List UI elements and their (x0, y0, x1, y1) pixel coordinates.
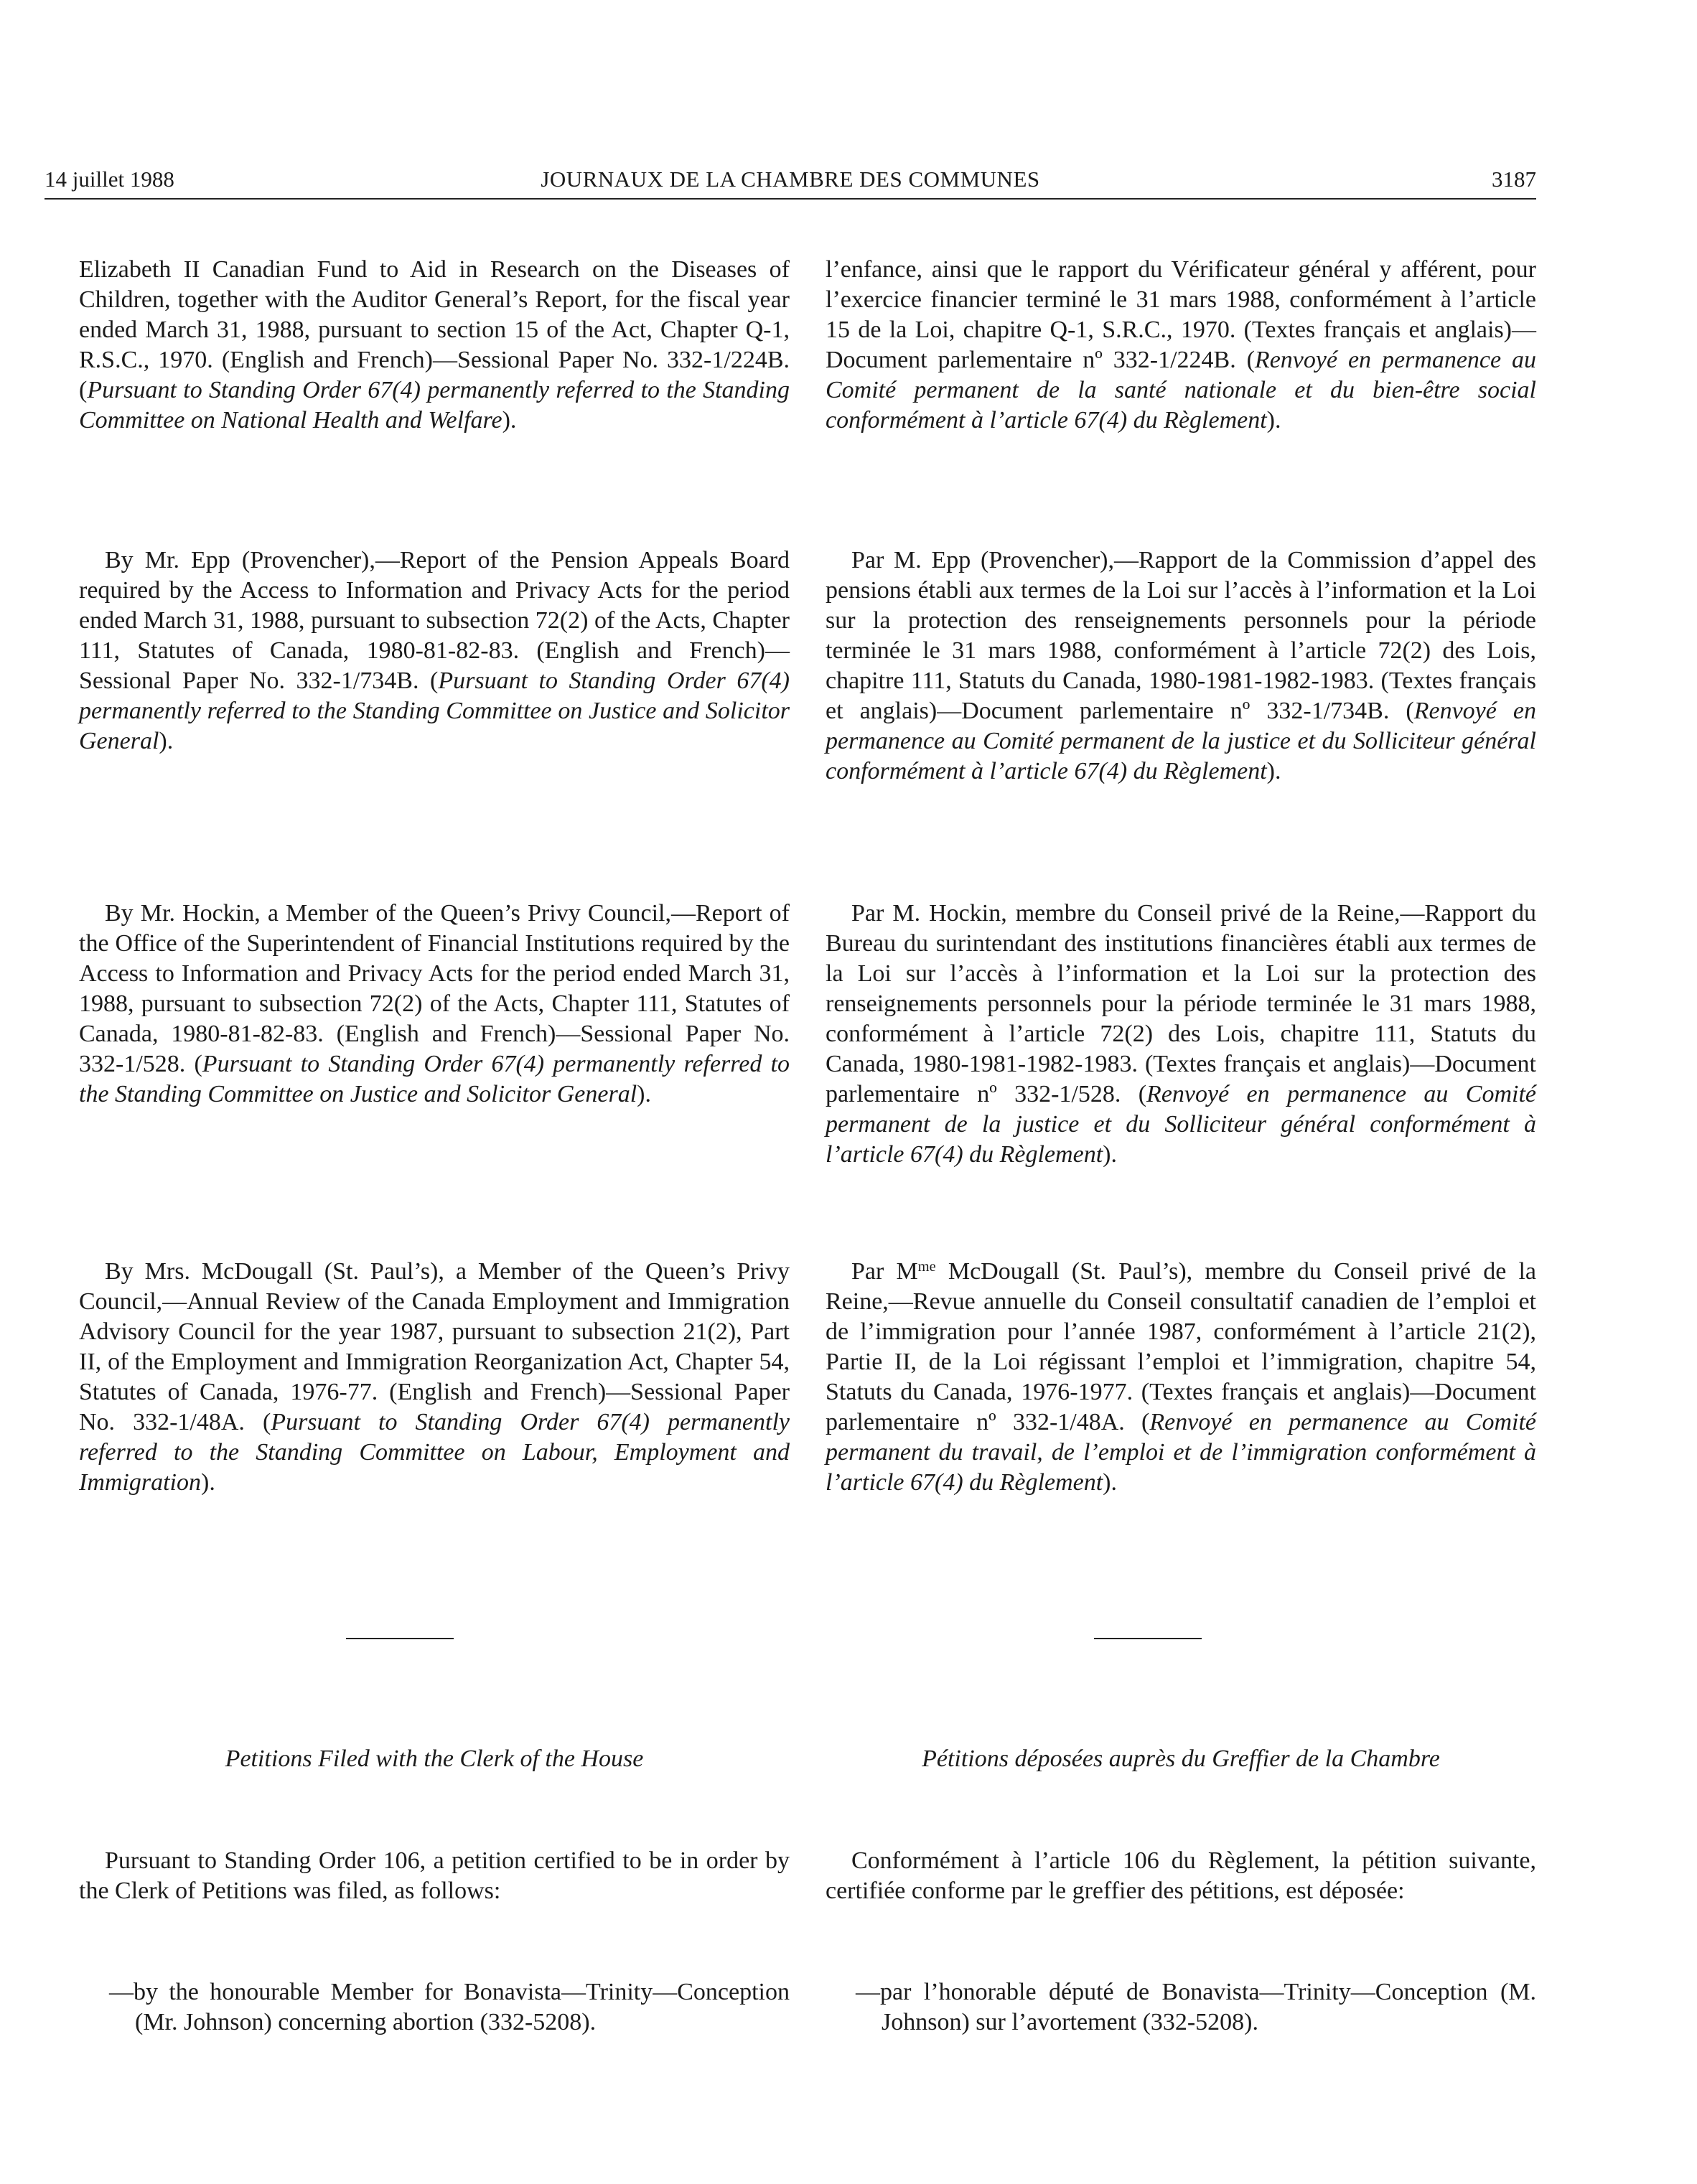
paragraph-prefix: Par M (851, 1258, 918, 1285)
referral-text: Pursuant to Standing Order 67(4) permanently referred to the Standing Committee on National Health and Welfare (79, 377, 790, 433)
paragraph-text: By Mr. Hockin, a Member of the Queen’s Privy Council,—Report of the Office of the Superintendent of Financial Institutions required by the Access to Information and Privacy Acts for the period ended March 31, 1988, pursuant to subsection 72(2) of the Acts, Chapter 111, Statutes of Canada, 1980-81-82-83. (English and French)—Sessional Paper No. 332-1/528. ( (79, 900, 790, 1077)
paragraph-text: Par M. Hockin, membre du Conseil privé de la Reine,—Rapport du Bureau du surintendant des institutions financières établi aux termes de la Loi sur l’accès à l’information et la Loi sur la protection des renseignements personnels pour la période terminée le 31 mars 1988, conformément à l’article 72(2) des Lois, chapitre 111, Statuts du Canada, 1980-1981-1982-1983. (Textes français et anglais)—Document parlementaire nº 332-1/528. ( (826, 900, 1536, 1107)
paragraph-end: ). (502, 407, 517, 433)
paragraph-petition-intro: Pursuant to Standing Order 106, a petition certified to be in order by the Clerk of Petitions was filed, as follows: (79, 1847, 790, 1904)
referral-text: Renvoyé en permanence au Comité permanent de la justice et du Solliciteur général conformément à l’article 67(4) du Règlement (826, 1081, 1536, 1168)
paragraph-text: Par M. Epp (Provencher),—Rapport de la Commission d’appel des pensions établi aux termes de la Loi sur l’accès à l’information et la Loi sur la protection des renseignements personnels pour la période terminée le 31 mars 1988, conformément à l’article 72(2) des Lois, chapitre 111, Statuts du Canada, 1980-1981-1982-1983. (Textes français et anglais)—Document parlementaire nº 332-1/734B. ( (826, 547, 1536, 724)
paragraph-fund-report (79, 255, 790, 436)
referral-text: Renvoyé en permanence au Comité permanent de la santé nationale et du bien-être social conformément à l’article 67(4) du Règlement (826, 347, 1536, 433)
paragraph-mcdougall-report (826, 1257, 1536, 1498)
petition-item: —par l’honorable député de Bonavista—Trinity—Conception (M. Johnson) sur l’avortement (332-5208). (856, 1979, 1536, 2035)
paragraph-end: ). (637, 1081, 651, 1107)
paragraph-end: ). (1103, 1141, 1117, 1168)
paragraph-text: By Mr. Epp (Provencher),—Report of the Pension Appeals Board required by the Access to Information and Privacy Acts for the period ended March 31, 1988, pursuant to subsection 72(2) of the Acts, Chapter 111, Statutes of Canada, 1980-81-82-83. (English and French)—Sessional Paper No. 332-1/734B. ( (79, 547, 790, 694)
paragraph-petition-intro: Conformément à l’article 106 du Règlement, la pétition suivante, certifiée conforme par le greffier des pétitions, est déposée: (826, 1847, 1536, 1904)
section-heading: Petitions Filed with the Clerk of the House (225, 1745, 644, 1772)
paragraph-end: ). (1266, 758, 1281, 784)
section-heading: Pétitions déposées auprès du Greffier de la Chambre (922, 1745, 1440, 1772)
page-number: 3187 (1492, 167, 1536, 192)
paragraph-end: ). (1103, 1469, 1117, 1496)
paragraph-mcdougall-report (79, 1257, 790, 1498)
paragraph-text: McDougall (St. Paul’s), membre du Conseil privé de la Reine,—Revue annuelle du Conseil consultatif canadien de l’emploi et de l’immigration pour l’année 1987, conformément à l’article 21(2), Partie II, de la Loi régissant l’emploi et l’immigration, chapitre 54, Statuts du Canada, 1976-1977. (Textes français et anglais)—Document parlementaire nº 332-1/48A. ( (826, 1258, 1536, 1435)
paragraph-hockin-report (826, 899, 1536, 1170)
section-divider (346, 1638, 454, 1639)
referral-text: Renvoyé en permanence au Comité permanent de la justice et du Solliciteur général conformément à l’article 67(4) du Règlement (826, 698, 1536, 784)
paragraph-text: By Mrs. McDougall (St. Paul’s), a Member of the Queen’s Privy Council,—Annual Review of the Canada Employment and Immigration Advisory Council for the year 1987, pursuant to subsection 21(2), Part II, of the Employment and Immigration Reorganization Act, Chapter 54, Statutes of Canada, 1976-77. (English and French)—Sessional Paper No. 332-1/48A. ( (79, 1258, 790, 1435)
referral-text: Pursuant to Standing Order 67(4) permanently referred to the Standing Committee on Labour, Employment and Immigration (79, 1409, 790, 1496)
petition-item: —by the honourable Member for Bonavista—Trinity—Conception (Mr. Johnson) concerning abortion (332-5208). (109, 1979, 790, 2035)
referral-text: Pursuant to Standing Order 67(4) permanently referred to the Standing Committee on Justice and Solicitor General (79, 667, 790, 754)
paragraph-text: Elizabeth II Canadian Fund to Aid in Research on the Diseases of Children, together with the Auditor General’s Report, for the fiscal year ended March 31, 1988, pursuant to section 15 of the Act, Chapter Q-1, R.S.C., 1970. (English and French)—Sessional Paper No. 332-1/224B. ( (79, 256, 790, 403)
header-date: 14 juillet 1988 (45, 167, 174, 192)
header-title: JOURNAUX DE LA CHAMBRE DES COMMUNES (541, 167, 1040, 192)
paragraph-fund-report (826, 255, 1536, 436)
page-header (45, 161, 1536, 200)
paragraph-text: l’enfance, ainsi que le rapport du Vérificateur général y afférent, pour l’exercice financier terminé le 31 mars 1988, conformément à l’article 15 de la Loi, chapitre Q-1, S.R.C., 1970. (Textes français et anglais)—Document parlementaire nº 332-1/224B. ( (826, 256, 1536, 373)
paragraph-end: ). (1266, 407, 1281, 433)
referral-text: Pursuant to Standing Order 67(4) permanently referred to the Standing Committee on Justice and Solicitor General (79, 1051, 790, 1107)
paragraph-hockin-report (79, 899, 790, 1110)
title-superscript: me (917, 1258, 936, 1275)
paragraph-epp-report (79, 545, 790, 756)
section-divider (1094, 1638, 1202, 1639)
referral-text: Renvoyé en permanence au Comité permanent du travail, de l’emploi et de l’immigration conformément à l’article 67(4) du Règlement (826, 1409, 1536, 1496)
paragraph-end: ). (159, 728, 174, 754)
paragraph-end: ). (201, 1469, 215, 1496)
paragraph-epp-report (826, 545, 1536, 787)
